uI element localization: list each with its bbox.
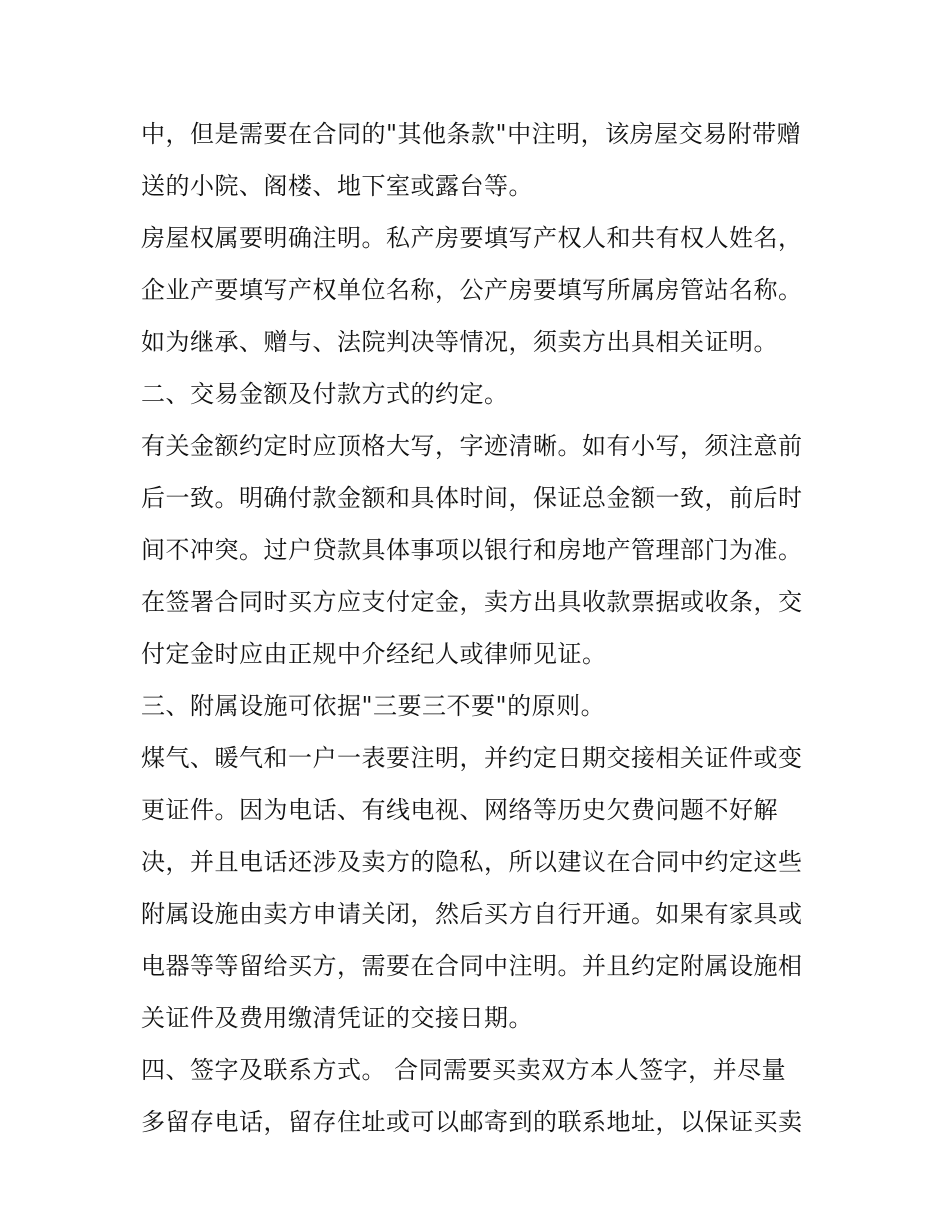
text-line: 煤气、暖气和一户一表要注明，并约定日期交接相关证件或变 [141, 744, 803, 772]
section-heading: 四、签字及联系方式。 合同需要买卖双方本人签字，并尽量 [141, 1056, 787, 1084]
text-line: 更证件。因为电话、有线电视、网络等历史欠费问题不好解 [141, 796, 778, 824]
text-line: 有关金额约定时应顶格大写，字迹清晰。如有小写，须注意前 [141, 432, 803, 460]
text-line: 电器等等留给买方，需要在合同中注明。并且约定附属设施相 [141, 952, 803, 980]
text-line: 房屋权属要明确注明。私产房要填写产权人和共有权人姓名， [141, 224, 803, 252]
text-line: 间不冲突。过户贷款具体事项以银行和房地产管理部门为准。 [141, 536, 803, 564]
text-line: 关证件及费用缴清凭证的交接日期。 [141, 1004, 533, 1032]
text-line: 在签署合同时买方应支付定金，卖方出具收款票据或收条，交 [141, 588, 803, 616]
text-line: 付定金时应由正规中介经纪人或律师见证。 [141, 640, 607, 668]
text-line: 决，并且电话还涉及卖方的隐私，所以建议在合同中约定这些 [141, 848, 803, 876]
section-heading: 二、交易金额及付款方式的约定。 [141, 380, 509, 408]
text-line: 企业产要填写产权单位名称，公产房要填写所属房管站名称。 [141, 276, 803, 304]
text-line: 中，但是需要在合同的"其他条款"中注明，该房屋交易附带赠 [141, 120, 802, 148]
text-line: 多留存电话，留存住址或可以邮寄到的联系地址，以保证买卖 [141, 1108, 803, 1136]
text-line: 附属设施由卖方申请关闭，然后买方自行开通。如果有家具或 [141, 900, 803, 928]
section-heading: 三、附属设施可依据"三要三不要"的原则。 [141, 692, 606, 720]
text-line: 后一致。明确付款金额和具体时间，保证总金额一致，前后时 [141, 484, 803, 512]
document-body [141, 108, 821, 1148]
text-line: 如为继承、赠与、法院判决等情况，须卖方出具相关证明。 [141, 328, 778, 356]
text-line: 送的小院、阁楼、地下室或露台等。 [141, 172, 533, 200]
